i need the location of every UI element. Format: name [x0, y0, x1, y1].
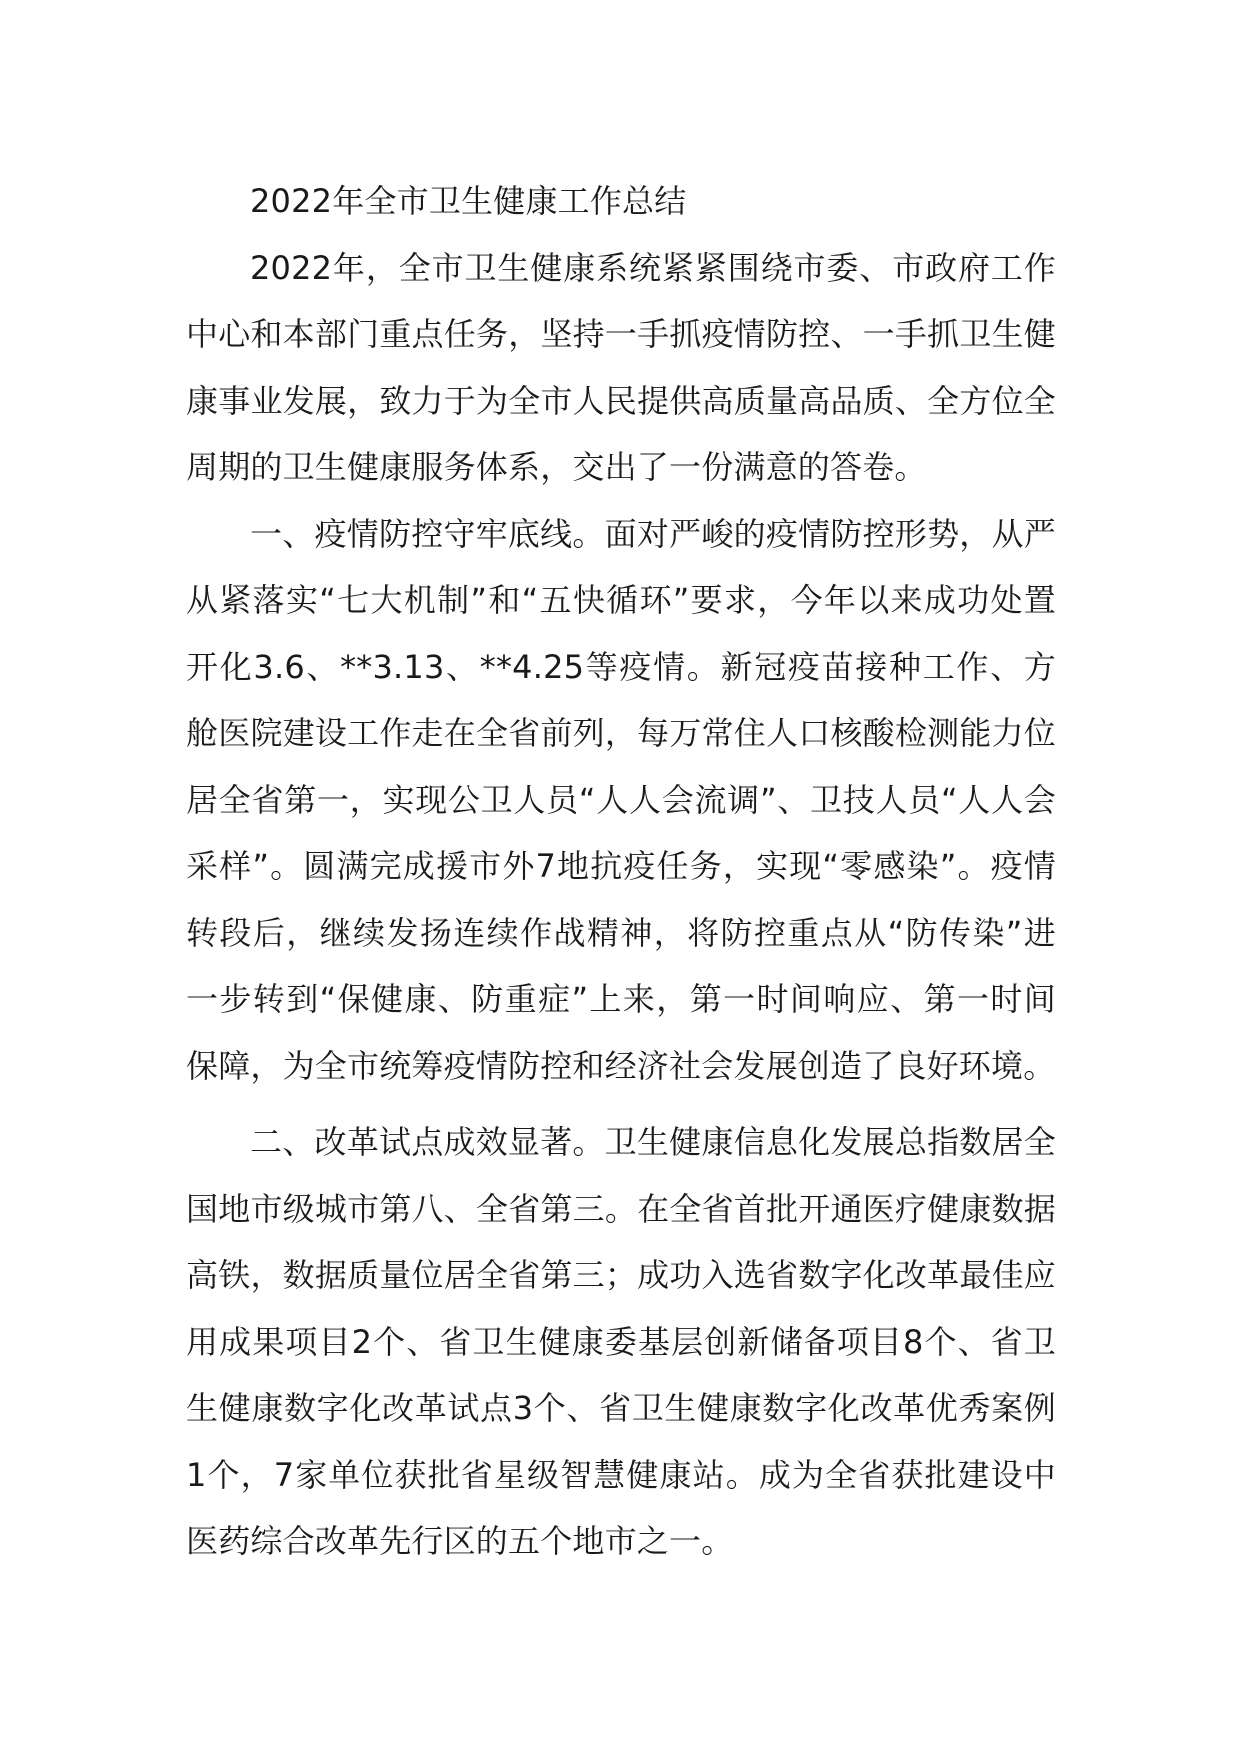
intro-paragraph: 2022年，全市卫生健康系统紧紧围绕市委、市政府工作中心和本部门重点任务，坚持一手抓疫情防控、一手抓卫生健康事业发展，致力于为全市人民提供高质量高品质、全方位全周期的卫生健康服务体系，交出了一份满意的答卷。 [186, 248, 1056, 486]
document-title: 2022年全市卫生健康工作总结 [250, 182, 687, 220]
section-reform-paragraph: 二、改革试点成效显著。卫生健康信息化发展总指数居全国地市级城市第八、全省第三。在全省首批开通医疗健康数据高铁，数据质量位居全省第三；成功入选省数字化改革最佳应用成果项目2个、省卫生健康委基层创新储备项目8个、省卫生健康数字化改革试点3个、省卫生健康数字化改革优秀案例1个，7家单位获批省星级智慧健康站。成为全省获批建设中医药综合改革先行区的五个地市之一。 [186, 1123, 1056, 1560]
document-page [186, 168, 1056, 1575]
paragraph-spacer [186, 1099, 1056, 1109]
section-epidemic-paragraph: 一、疫情防控守牢底线。面对严峻的疫情防控形势，从严从紧落实“七大机制”和“五快循环”要求，今年以来成功处置开化3.6、**3.13、**4.25等疫情。新冠疫苗接种工作、方舱医院建设工作走在全省前列，每万常住人口核酸检测能力位居全省第一，实现公卫人员“人人会流调”、卫技人员“人人会采样”。圆满完成援市外7地抗疫任务，实现“零感染”。疫情转段后，继续发扬连续作战精神，将防控重点从“防传染”进一步转到“保健康、防重症”上来，第一时间响应、第一时间保障，为全市统筹疫情防控和经济社会发展创造了良好环境。 [186, 514, 1056, 1085]
